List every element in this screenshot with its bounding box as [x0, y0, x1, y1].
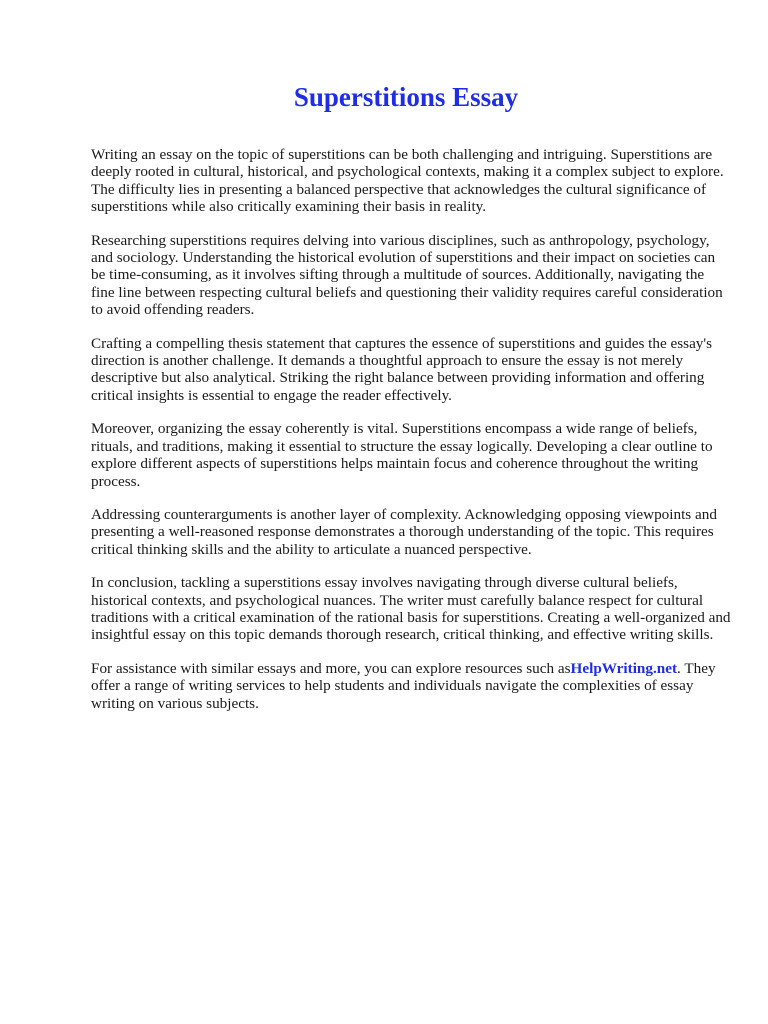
helpwriting-link[interactable]: HelpWriting.net	[570, 659, 678, 677]
paragraph-intro: Writing an essay on the topic of superstitions can be both challenging and intriguing. Superstitions are deeply rooted in cultural, historical, and psychological contexts, making it a complex subject to explore. The difficulty lies in presenting a balanced perspective that acknowledges the cultural significance of superstitions while also critically examining their basis in reality.	[91, 146, 724, 216]
paragraph-research: Researching superstitions requires delving into various disciplines, such as anthropology, psychology, and sociology. Understanding the historical evolution of superstitions and their impact on societies can be time-consuming, as it involves sifting through a multitude of sources. Additionally, navigating the fine line between respecting cultural beliefs and questioning their validity requires careful consideration to avoid offending readers.	[91, 231, 723, 319]
paragraph-organization: Moreover, organizing the essay coherently is vital. Superstitions encompass a wide range of beliefs, rituals, and traditions, making it essential to structure the essay logically. Developing a clear outline to explore different aspects of superstitions helps maintain focus and coherence throughout the writing process.	[91, 420, 713, 490]
closing-text-before: For assistance with similar essays and more, you can explore resources such as	[91, 659, 571, 677]
paragraph-counterarguments: Addressing counterarguments is another layer of complexity. Acknowledging opposing viewpoints and presenting a well-reasoned response demonstrates a thorough understanding of the topic. This requires critical thinking skills and the ability to articulate a nuanced perspective.	[91, 505, 717, 558]
page-title: Superstitions Essay	[293, 82, 519, 112]
paragraph-thesis: Crafting a compelling thesis statement that captures the essence of superstitions and guides the essay's direction is another challenge. It demands a thoughtful approach to ensure the essay is not merely descriptive but also analytical. Striking the right balance between providing information and offering critical insights is essential to engage the reader effectively.	[91, 334, 713, 404]
paragraph-closing	[91, 660, 731, 712]
essay-body	[91, 146, 731, 728]
closing-text-after: . They offer a range of writing services to help students and individuals navigate the complexities of essay writing on various subjects.	[91, 659, 716, 712]
paragraph-conclusion: In conclusion, tackling a superstitions essay involves navigating through diverse cultural beliefs, historical contexts, and psychological nuances. The writer must carefully balance respect for cultural traditions with a critical examination of the rational basis for superstitions. Creating a well-organized and insightful essay on this topic demands thorough research, critical thinking, and effective writing skills.	[91, 574, 731, 644]
